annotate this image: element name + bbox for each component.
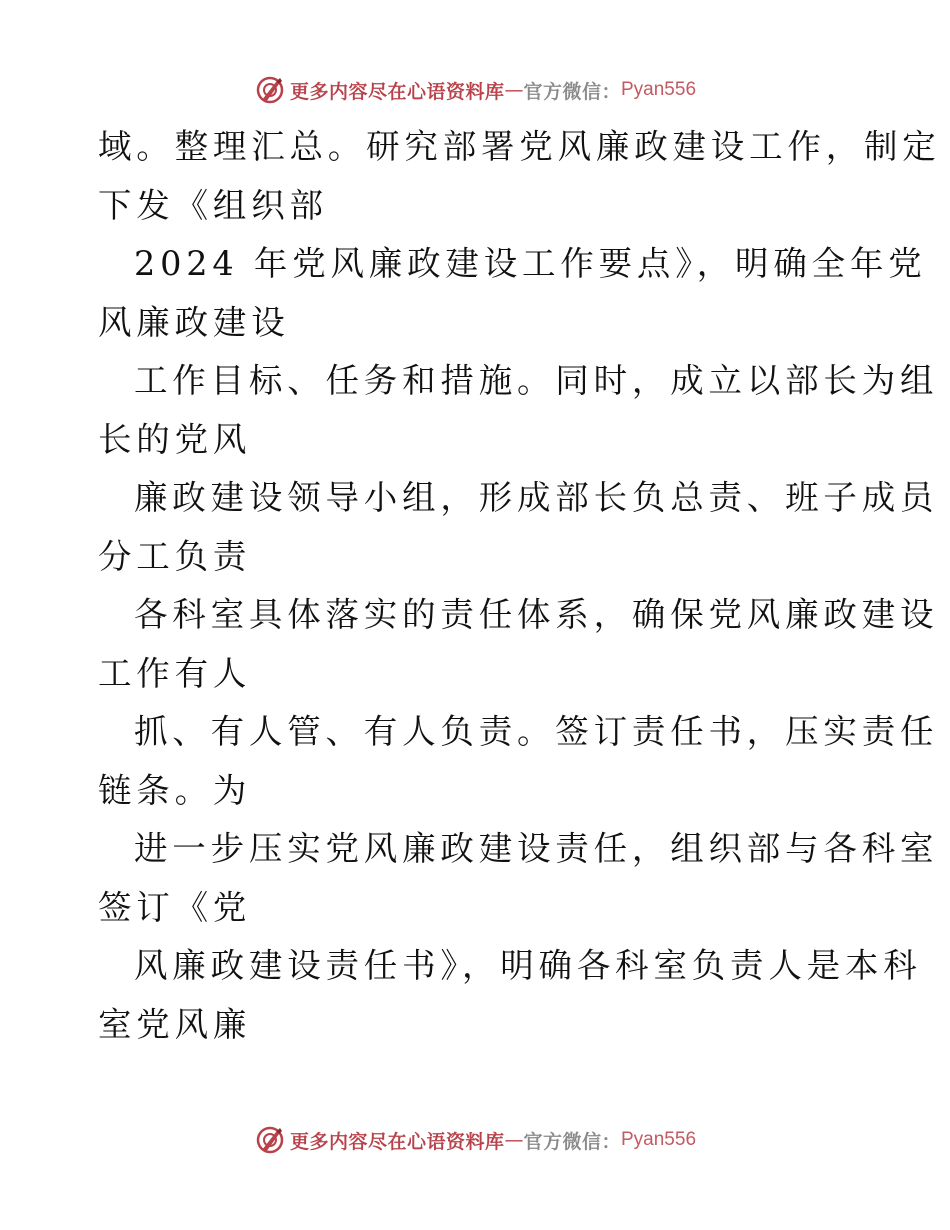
text-line: 风廉政建设责任书》，明确各科室负责人是本科 <box>134 946 922 985</box>
brand-logo-icon <box>254 74 286 106</box>
header-brand-text: 更多内容尽在心语资料库 <box>289 80 505 103</box>
text-line: 进一步压实党风廉政建设责任，组织部与各科室 <box>134 829 939 868</box>
text-line: 签订《党 <box>98 887 252 927</box>
footer-wechat-label: 官方微信： <box>523 1130 621 1153</box>
header-separator: — <box>504 79 524 101</box>
document-body <box>98 118 941 1054</box>
text-line: 下发《组织部 <box>98 185 328 225</box>
brand-logo-icon <box>254 1124 286 1156</box>
header-banner <box>0 70 950 110</box>
header-wechat-label: 官方微信： <box>523 80 621 103</box>
text-line: 域。整理汇总。研究部署党风廉政建设工作，制定 <box>98 127 941 166</box>
text-line: 廉政建设领导小组，形成部长负总责、班子成员 <box>134 478 939 517</box>
text-line: 风廉政建设 <box>98 302 290 342</box>
footer-wechat-id: Pyan556 <box>621 1129 697 1150</box>
header-wechat-id: Pyan556 <box>621 79 697 100</box>
footer-separator: — <box>504 1129 524 1151</box>
text-line: 各科室具体落实的责任体系，确保党风廉政建设 <box>134 595 939 634</box>
text-line: 室党风廉 <box>98 1004 252 1044</box>
footer-brand-text: 更多内容尽在心语资料库 <box>289 1130 505 1153</box>
text-line: 链条。为 <box>98 770 252 810</box>
text-line: 分工负责 <box>98 536 252 576</box>
text-line: 工作目标、任务和措施。同时，成立以部长为组 <box>134 361 939 400</box>
text-line: 抓、有人管、有人负责。签订责任书，压实责任 <box>134 712 939 751</box>
footer-banner <box>0 1120 950 1160</box>
text-line: 工作有人 <box>98 653 252 693</box>
text-line: 长的党风 <box>98 419 252 459</box>
text-line: 2024 年党风廉政建设工作要点》，明确全年党 <box>134 244 927 283</box>
